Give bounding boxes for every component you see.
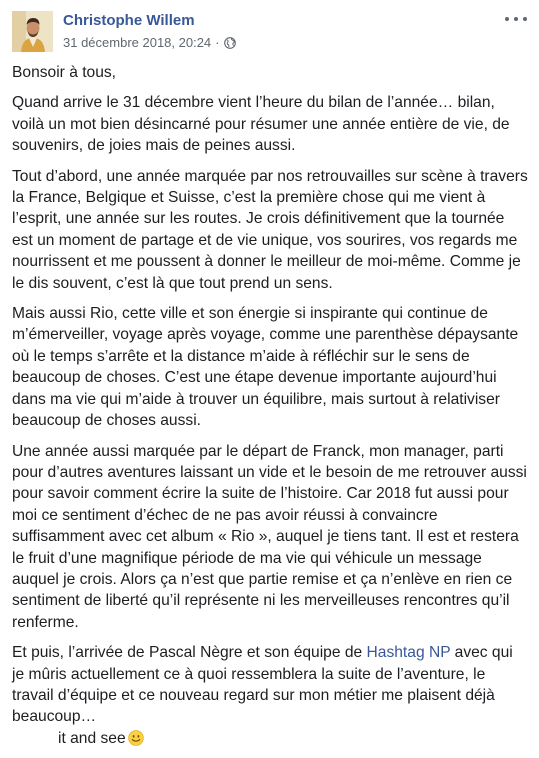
post-paragraph: Une année aussi marquée par le départ de Franck, mon manager, parti pour d’autres aventures laissant un vide et le besoin de me retrouver aussi pour savoir comment écrire la suite de l’histoire. Car 2018 fut aussi pour moi ce sentiment d’échec de ne pas avoir réussi à convaincre suffisamment avec cet album « Rio », auquel je tiens tant. Il est et restera le fruit d’une magnifique période de ma vie qui véhicule un message auquel je crois. Alors ça n’est que partie remise et ça n’enlève en rien ce sentiment de liberté qu’il représente ni les merveilleuses rencontres qu’il renferme. [12, 442, 527, 631]
more-dot [514, 17, 518, 21]
author-name[interactable]: Christophe Willem [63, 12, 195, 29]
post-text [12, 62, 528, 758]
globe-icon[interactable] [224, 37, 236, 49]
more-dot [523, 17, 527, 21]
hashtag-np-link[interactable]: Hashtag NP [366, 644, 451, 662]
paragraph-tail: it and see [58, 729, 126, 747]
post-meta [63, 35, 236, 50]
post-paragraph: Tout d’abord, une année marquée par nos retrouvailles sur scène à travers la France, Belgique et Suisse, c’est la première chose qui me vient à l’esprit, une année sur les routes. Je crois définitivement que la tournée est un moment de partage et de vie unique, vos sourires, vos regards me nourrissent et me poussent à donner le meilleur de moi-même. Comme je le dis souvent, c’est là que tout prend un sens. [12, 167, 528, 292]
smile-emoji-icon [128, 730, 144, 746]
post-timestamp[interactable]: 31 décembre 2018, 20:24 [63, 35, 212, 50]
post-paragraph: Mais aussi Rio, cette ville et son énergie si inspirante qui continue de m’émerveiller, voyage après voyage, comme une parenthèse dépaysante où le temps s’arrête et la distance m’aide à réfléchir sur le sens de beaucoup de choses. C’est une étape devenue importante aujourd’hui dans ma vie qui m’aide à trouver un équilibre, mais surtout à relativiser beaucoup de choses aussi. [12, 305, 519, 430]
paragraph-text: Et puis, l’arrivée de Pascal Nègre et son équipe de [12, 644, 367, 662]
post-paragraph: Bonsoir à tous, [12, 64, 117, 81]
profile-photo-icon [12, 11, 53, 52]
meta-separator: · [215, 35, 220, 50]
avatar[interactable] [12, 11, 53, 52]
truncated-text-gap [12, 732, 58, 746]
post-paragraph [12, 642, 528, 749]
paragraph-text: avec qui je mûris actuellement ce à quoi ressemblera la suite de l’aventure, le travail d’équipe et ce nouveau regard sur mon métier me plaisent déjà beaucoup… [12, 644, 513, 726]
post-paragraph: Quand arrive le 31 décembre vient l’heure du bilan de l’année… bilan, voilà un mot bien désincarné pour résumer une année entière de vie, de souvenirs, de joies mais de peines aussi. [12, 94, 510, 155]
more-dot [505, 17, 509, 21]
more-options-icon[interactable] [505, 12, 527, 26]
